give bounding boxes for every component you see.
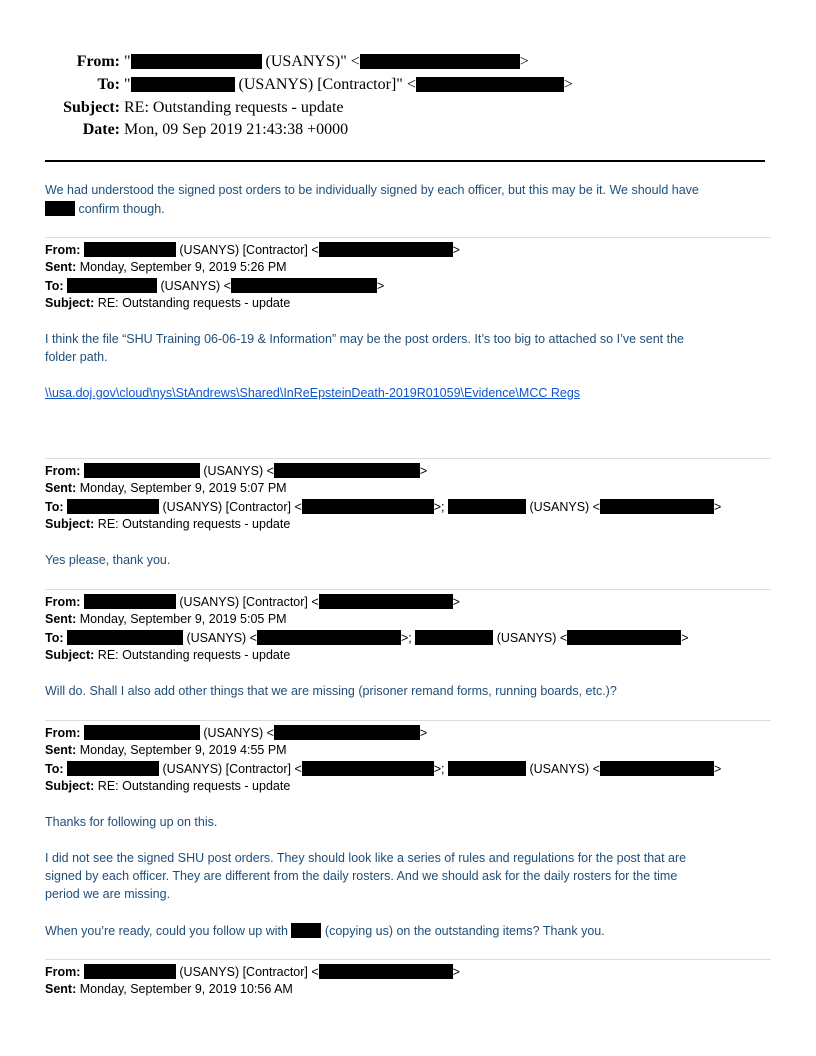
bracket: > [713,762,722,776]
msg3-subject-row [45,648,290,662]
sent-label: Sent: [45,982,77,996]
to-label: To: [45,500,64,514]
header-date-value: Mon, 09 Sep 2019 21:43:38 +0000 [124,121,349,138]
header-from-label: From: [76,53,120,70]
message-divider [45,720,771,721]
bracket: > [452,595,460,609]
redaction-box [231,278,377,293]
redaction-box [131,77,235,92]
bracket: > [713,500,722,514]
sent-value: Monday, September 9, 2019 5:05 PM [79,612,287,626]
msg1-to-row [45,278,384,293]
to-org: (USANYS) < [157,279,231,293]
header-subject-label: Subject: [63,99,120,116]
from-org: (USANYS) [Contractor] < [175,965,319,979]
separator: >; [400,631,416,645]
to-org: (USANYS) < [493,631,568,645]
redaction-box [84,725,200,740]
from-org: (USANYS) < [199,464,274,478]
msg4-body-line: period we are missing. [45,887,171,901]
redaction-box [274,463,420,478]
msg4-body-line: Thanks for following up on this. [45,815,218,829]
to-label: To: [45,762,64,776]
message-divider [45,458,771,459]
folder-path-link[interactable]: \\usa.doj.gov\cloud\nys\StAndrews\Shared\InReEpsteinDeath-2019R01059\Evidence\MCC Regs [45,386,581,400]
msg2-to-row [45,499,721,514]
bracket: > [452,243,460,257]
redaction-box [302,761,434,776]
header-to-org: (USANYS) [Contractor]" < [234,76,416,93]
sent-label: Sent: [45,612,77,626]
from-label: From: [45,464,81,478]
redaction-box [67,761,159,776]
header-subject-row [40,99,344,117]
redaction-box [84,964,176,979]
from-org: (USANYS) [Contractor] < [175,595,319,609]
to-label: To: [45,279,64,293]
quote: " [124,53,131,70]
subject-label: Subject: [45,648,95,662]
sent-value: Monday, September 9, 2019 5:26 PM [79,260,287,274]
bracket: > [419,464,428,478]
msg2-body: Yes please, thank you. [45,553,171,567]
redaction-box [600,761,714,776]
header-divider [45,160,765,162]
msg1-sent-row [45,260,287,274]
subject-label: Subject: [45,296,95,310]
redaction-box [257,630,401,645]
msg5-sent-row [45,982,293,996]
separator: >; [433,500,448,514]
msg3-sent-row [45,612,287,626]
sent-value: Monday, September 9, 2019 4:55 PM [79,743,287,757]
msg4-to-row [45,761,721,776]
msg4-body-line: signed by each officer. They are different from the daily rosters. And we should ask for the daily rosters for the time [45,869,678,883]
redaction-box [600,499,714,514]
header-subject-value: RE: Outstanding requests - update [124,99,344,116]
msg5-from-row [45,964,460,979]
subject-value: RE: Outstanding requests - update [97,517,291,531]
redaction-box [84,594,176,609]
body-text: When you’re ready, could you follow up with [45,924,292,938]
redaction-box [84,463,200,478]
redaction-box [67,278,157,293]
bracket: > [563,76,573,93]
bracket: > [452,965,460,979]
from-org: (USANYS) < [199,726,274,740]
msg3-body: Will do. Shall I also add other things that we are missing (prisoner remand forms, running boards, etc.)? [45,684,617,698]
body-text: (copying us) on the outstanding items? Thank you. [321,924,605,938]
sent-value: Monday, September 9, 2019 5:07 PM [79,481,287,495]
separator: >; [433,762,448,776]
redaction-box [274,725,420,740]
redaction-box [319,594,453,609]
redaction-box [67,499,159,514]
redaction-box [415,630,493,645]
msg3-to-row [45,630,689,645]
to-org: (USANYS) [Contractor] < [159,500,302,514]
redaction-box [131,54,262,69]
redaction-box [67,630,183,645]
header-from-org: (USANYS)" < [261,53,360,70]
header-to-row [40,76,573,94]
subject-value: RE: Outstanding requests - update [97,296,291,310]
sent-label: Sent: [45,481,77,495]
msg4-subject-row [45,779,290,793]
msg2-sent-row [45,481,287,495]
msg2-from-row [45,463,427,478]
header-from-row [40,53,529,71]
from-label: From: [45,965,81,979]
message-divider [45,959,771,960]
redaction-box [360,54,520,69]
bracket: > [519,53,529,70]
from-org: (USANYS) [Contractor] < [175,243,319,257]
redaction-box [448,499,526,514]
subject-value: RE: Outstanding requests - update [97,779,291,793]
sent-value: Monday, September 9, 2019 10:56 AM [79,982,293,996]
to-org: (USANYS) < [183,631,257,645]
redaction-box [416,77,564,92]
msg4-from-row [45,725,427,740]
redaction-box [302,499,434,514]
bracket: > [419,726,428,740]
to-org: (USANYS) < [526,762,600,776]
redaction-box [448,761,526,776]
msg1-body-line: I think the file “SHU Training 06-06-19 & Information” may be the post orders. It’s too big to attached so I’ve sent the [45,332,684,346]
msg4-body-line: I did not see the signed SHU post orders. They should look like a series of rules and regulations for the post that are [45,851,687,865]
body-paragraph-line: We had understood the signed post orders to be individually signed by each officer, but this may be it. We should have [45,183,699,197]
msg2-subject-row [45,517,290,531]
bracket: > [681,631,689,645]
redaction-box [45,201,75,216]
message-divider [45,237,771,238]
redaction-box [319,964,453,979]
from-label: From: [45,595,81,609]
header-date-row [40,121,348,139]
redaction-box [84,242,176,257]
msg4-body-line [45,923,605,938]
body-paragraph-line [45,201,165,216]
subject-label: Subject: [45,779,95,793]
message-divider [45,589,771,590]
bracket: > [376,279,385,293]
to-label: To: [45,631,64,645]
msg1-body-line: folder path. [45,350,108,364]
redaction-box [567,630,681,645]
msg3-from-row [45,594,460,609]
from-label: From: [45,243,81,257]
header-date-label: Date: [82,121,120,138]
sent-label: Sent: [45,260,77,274]
from-label: From: [45,726,81,740]
sent-label: Sent: [45,743,77,757]
to-org: (USANYS) [Contractor] < [159,762,302,776]
subject-label: Subject: [45,517,95,531]
quote: " [124,76,131,93]
msg4-sent-row [45,743,287,757]
redaction-box [319,242,453,257]
redaction-box [291,923,321,938]
subject-value: RE: Outstanding requests - update [97,648,291,662]
body-text: confirm though. [75,202,165,216]
msg1-from-row [45,242,460,257]
msg1-subject-row [45,296,290,310]
header-to-label: To: [97,76,120,93]
to-org: (USANYS) < [526,500,600,514]
